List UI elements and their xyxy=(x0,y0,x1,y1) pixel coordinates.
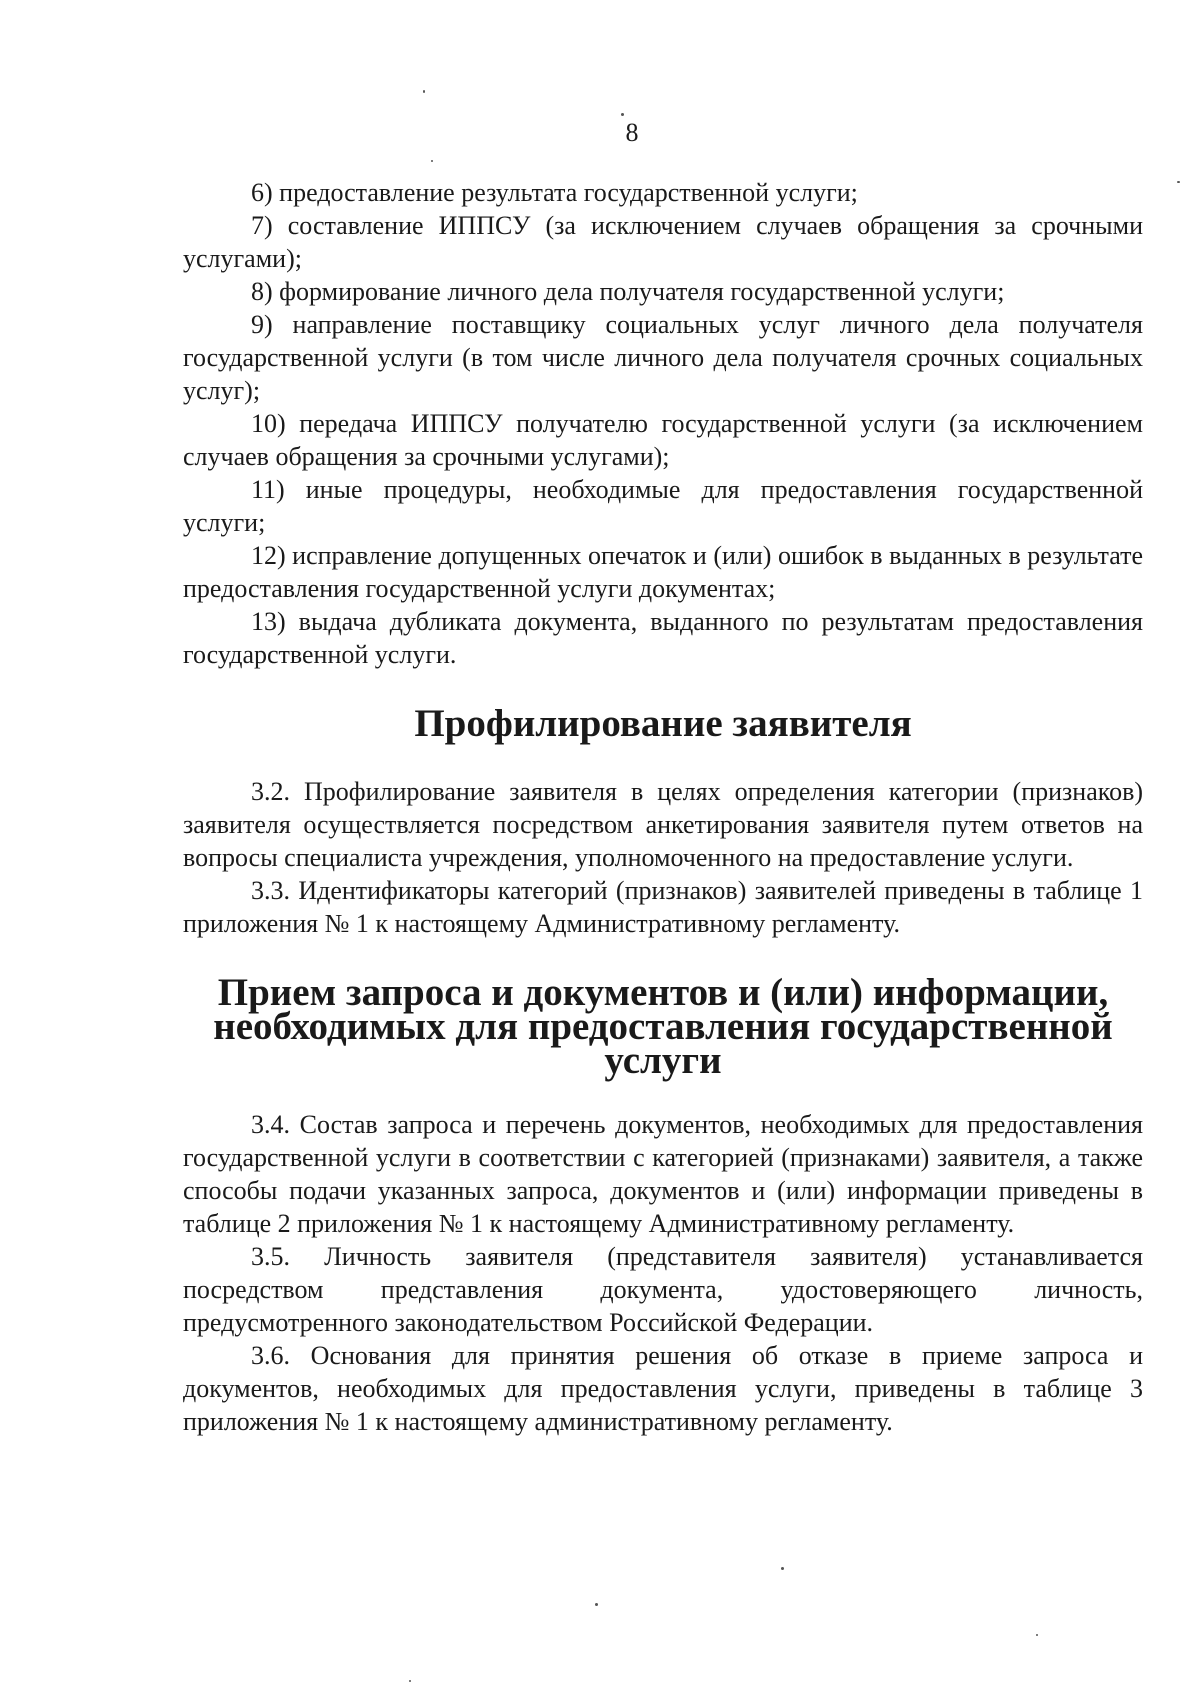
scan-speck xyxy=(781,1567,784,1570)
paragraph: 3.5. Личность заявителя (представителя заявителя) устанавливается посредством представления документа, удостоверяющего личность, предусмотренного законодательством Российской Федерации. xyxy=(183,1242,1143,1337)
list-item: 11) иные процедуры, необходимые для предоставления государственной услуги; xyxy=(183,475,1143,537)
scan-speck xyxy=(1036,1634,1038,1636)
scan-speck xyxy=(595,1603,598,1606)
scan-speck xyxy=(1177,181,1180,183)
paragraph: 3.3. Идентификаторы категорий (признаков) заявителей приведены в таблице 1 приложения № 1 к настоящему Административному регламенту. xyxy=(183,876,1143,938)
procedure-list xyxy=(183,176,1143,671)
list-item: 6) предоставление результата государственной услуги; xyxy=(251,178,858,207)
list-item: 7) составление ИППСУ (за исключением случаев обращения за срочными услугами); xyxy=(183,211,1143,273)
paragraph: 3.2. Профилирование заявителя в целях определения категории (признаков) заявителя осуществляется посредством анкетирования заявителя путем ответов на вопросы специалиста учреждения, уполномоченного на предоставление услуги. xyxy=(183,777,1143,872)
scan-speck xyxy=(621,113,624,116)
document-body xyxy=(183,176,1143,1438)
scan-speck xyxy=(423,90,425,93)
list-item: 10) передача ИППСУ получателю государственной услуги (за исключением случаев обращения за срочными услугами); xyxy=(183,409,1143,471)
section-profiling xyxy=(183,775,1143,940)
scan-speck xyxy=(431,160,433,162)
paragraph: 3.4. Состав запроса и перечень документов, необходимых для предоставления государственной услуги в соответствии с категорией (признаками) заявителя, а также способы подачи указанных запроса, документов и (или) информации приведены в таблице 2 приложения № 1 к настоящему Административному регламенту. xyxy=(183,1110,1143,1238)
scan-speck xyxy=(409,1680,411,1682)
section-heading-reception: Прием запроса и документов и (или) информации, необходимых для предоставления государственной услуги xyxy=(213,971,1113,1082)
list-item: 13) выдача дубликата документа, выданного по результатам предоставления государственной услуги. xyxy=(183,607,1143,669)
section-heading-profiling: Профилирование заявителя xyxy=(414,702,912,745)
list-item: 8) формирование личного дела получателя государственной услуги; xyxy=(251,277,1005,306)
section-reception xyxy=(183,1108,1143,1438)
list-item: 12) исправление допущенных опечаток и (или) ошибок в выданных в результате предоставления государственной услуги документах; xyxy=(183,541,1143,603)
paragraph: 3.6. Основания для принятия решения об отказе в приеме запроса и документов, необходимых для предоставления услуги, приведены в таблице 3 приложения № 1 к настоящему административному регламенту. xyxy=(183,1341,1143,1436)
page-number: 8 xyxy=(625,118,639,147)
list-item: 9) направление поставщику социальных услуг личного дела получателя государственной услуги (в том числе личного дела получателя срочных социальных услуг); xyxy=(183,310,1143,405)
